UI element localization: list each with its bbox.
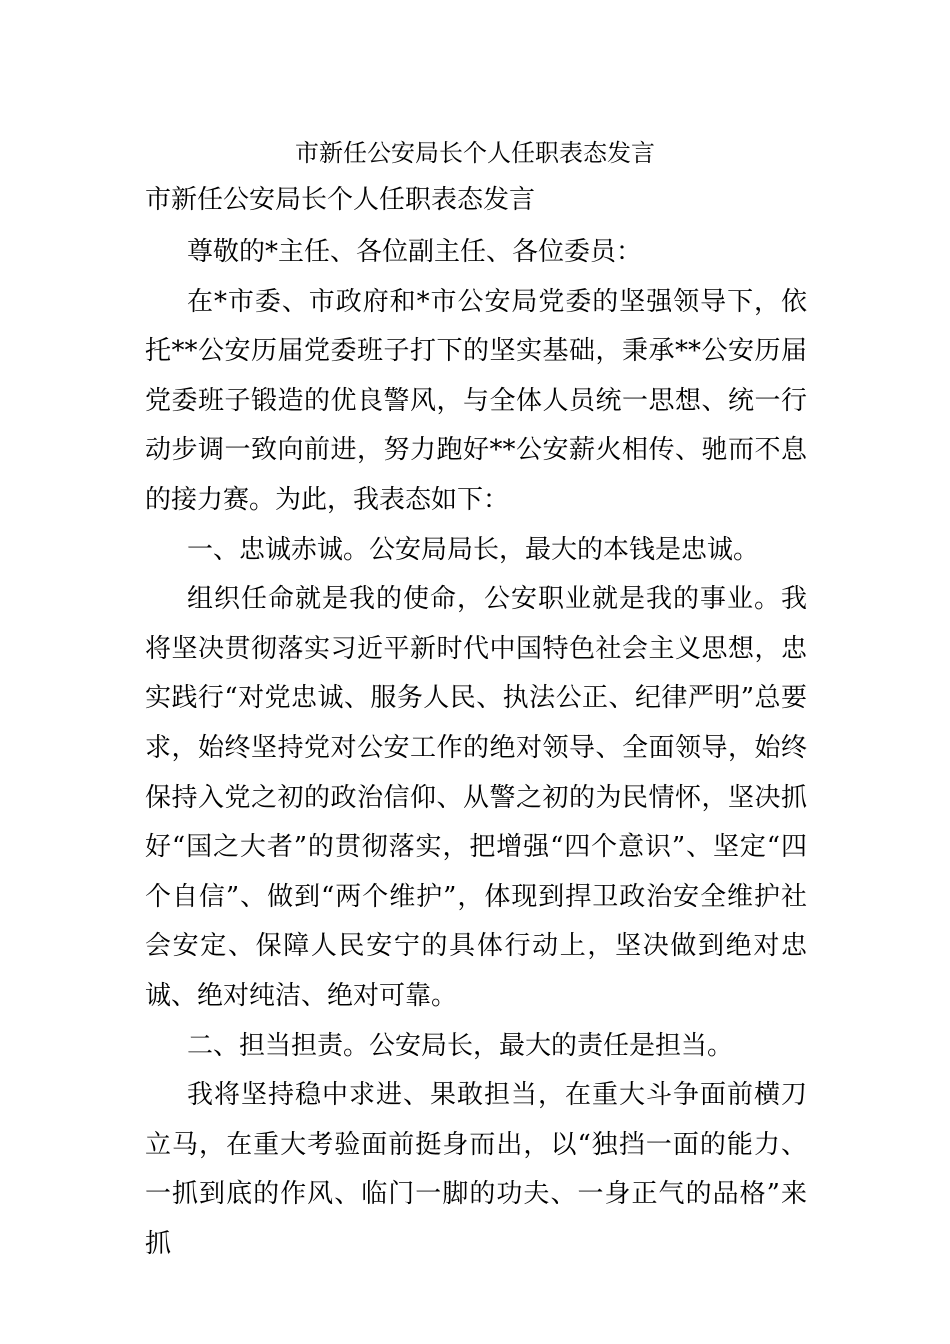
document-title: 市新任公安局长个人任职表态发言	[295, 139, 655, 167]
paragraph-intro: 在*市委、市政府和*市公安局党委的坚强领导下，依托**公安历届党委班子打下的坚实基础，秉承**公安历届党委班子锻造的优良警风，与全体人员统一思想、统一行动步调一致向前进，努力跑好**公安薪火相传、驰而不息的接力赛。为此，我表态如下：	[145, 286, 807, 515]
paragraph-heading-responsibility: 二、担当担责。公安局长，最大的责任是担当。	[187, 1030, 734, 1061]
paragraph-heading-loyalty: 一、忠诚赤诚。公安局局长，最大的本钱是忠诚。	[187, 534, 760, 565]
document-body	[145, 228, 807, 1269]
paragraph-salutation: 尊敬的*主任、各位副主任、各位委员：	[187, 237, 643, 267]
paragraph-loyalty: 组织任命就是我的使命，公安职业就是我的事业。我将坚决贯彻落实习近平新时代中国特色社会主义思想，忠实践行“对党忠诚、服务人民、执法公正、纪律严明”总要求，始终坚持党对公安工作的绝对领导、全面领导，始终保持入党之初的政治信仰、从警之初的为民情怀，坚决抓好“国之大者”的贯彻落实，把增强“四个意识”、坚定“四个自信”、做到“两个维护”，体现到捍卫政治安全维护社会安定、保障人民安宁的具体行动上，坚决做到绝对忠诚、绝对纯洁、绝对可靠。	[145, 584, 807, 1011]
document-subtitle: 市新任公安局长个人任职表态发言	[145, 185, 536, 215]
paragraph-responsibility: 我将坚持稳中求进、果敢担当，在重大斗争面前横刀立马，在重大考验面前挺身而出，以“独挡一面的能力、一抓到底的作风、临门一脚的功夫、一身正气的品格”来抓	[145, 1080, 807, 1259]
